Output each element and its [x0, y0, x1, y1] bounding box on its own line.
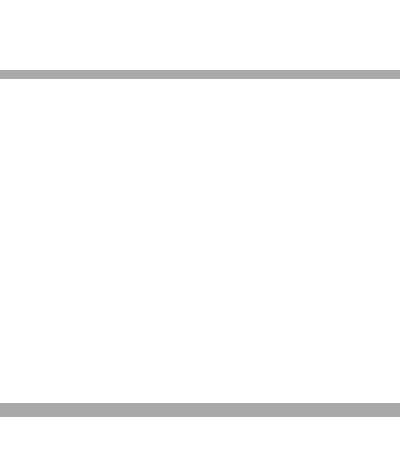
separator-band: [0, 70, 400, 79]
document-body: [0, 79, 400, 403]
document-header: [0, 0, 400, 70]
document-body-continued: [0, 417, 400, 475]
page-gap-band: [0, 403, 400, 417]
